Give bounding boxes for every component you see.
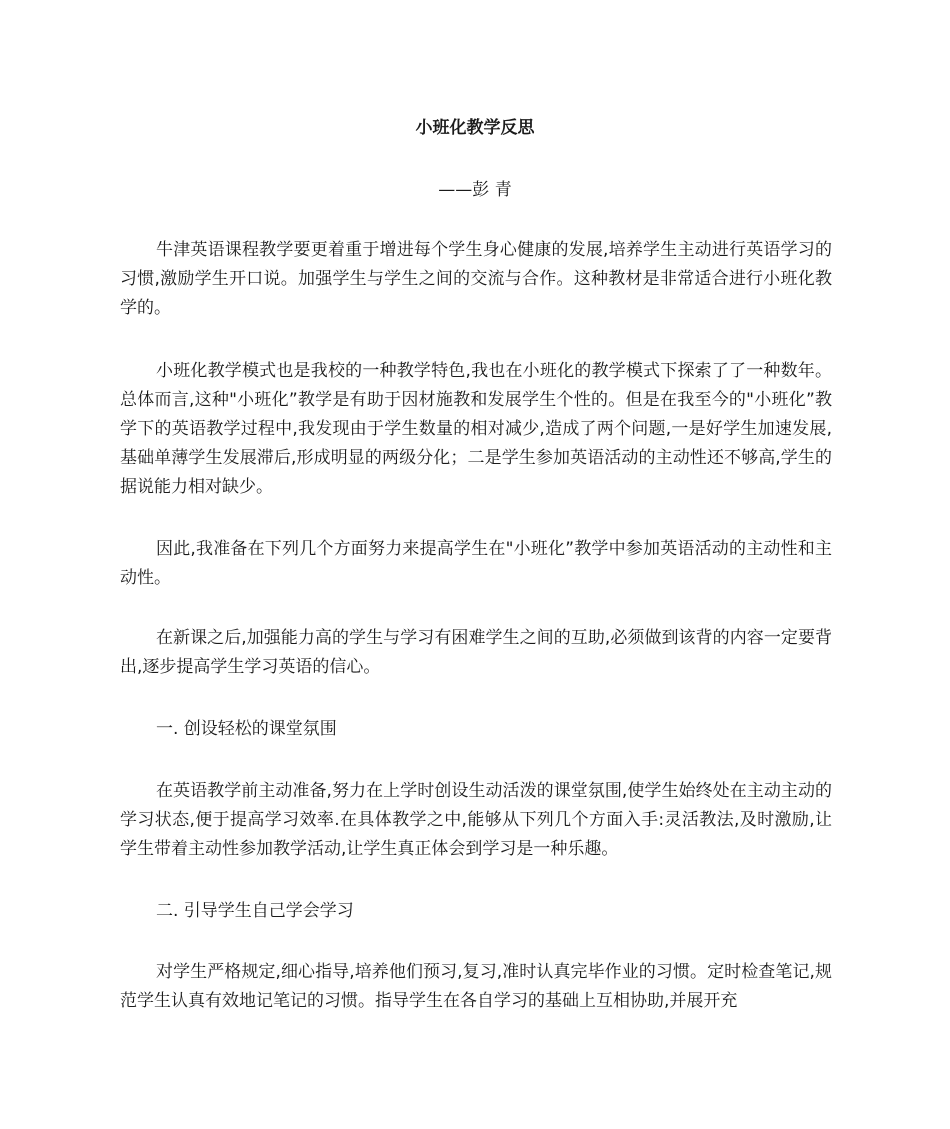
- section-body-self-learning: 对学生严格规定,细心指导,培养他们预习,复习,准时认真完毕作业的习惯。定时检查笔记,规范学生认真有效地记笔记的习惯。指导学生在各自学习的基础上互相协助,并展开充: [120, 962, 832, 1011]
- paragraph-peer-help: 在新课之后,加强能力高的学生与学习有困难学生之间的互助,必须做到该背的内容一定要背出,逐步提高学生学习英语的信心。: [120, 628, 832, 677]
- paragraph-small-class-model: 小班化教学模式也是我校的一种教学特色,我也在小班化的教学模式下探索了了一种数年。总体而言,这种"小班化”教学是有助于因材施教和发展学生个性的。但是在我至今的"小班化”教学下的英语教学过程中,我发现由于学生数量的相对减少,造成了两个问题,一是好学生加速发展,基础单薄学生发展滞后,形成明显的两级分化；二是学生参加英语活动的主动性还不够高,学生的据说能力相对缺少。: [120, 361, 832, 497]
- section-heading-classroom-atmosphere: 一. 创设轻松的课堂氛围: [156, 719, 337, 739]
- paragraph-plan: 因此,我准备在下列几个方面努力来提高学生在"小班化”教学中参加英语活动的主动性和主动性。: [120, 539, 832, 588]
- document-author: ——彭 青: [438, 180, 512, 200]
- paragraph-intro: 牛津英语课程教学要更着重于增进每个学生身心健康的发展,培养学生主动进行英语学习的习惯,激励学生开口说。加强学生与学生之间的交流与合作。这种教材是非常适合进行小班化教学的。: [120, 240, 832, 318]
- section-heading-self-learning: 二. 引导学生自己学会学习: [156, 901, 354, 921]
- section-body-classroom-atmosphere: 在英语教学前主动准备,努力在上学时创设生动活泼的课堂氛围,使学生始终处在主动主动的学习状态,便于提高学习效率.在具体教学之中,能够从下列几个方面入手:灵活教法,及时激励,让学生带着主动性参加教学活动,让学生真正体会到学习是一种乐趣。: [120, 781, 832, 859]
- document-title: 小班化教学反思: [415, 118, 535, 138]
